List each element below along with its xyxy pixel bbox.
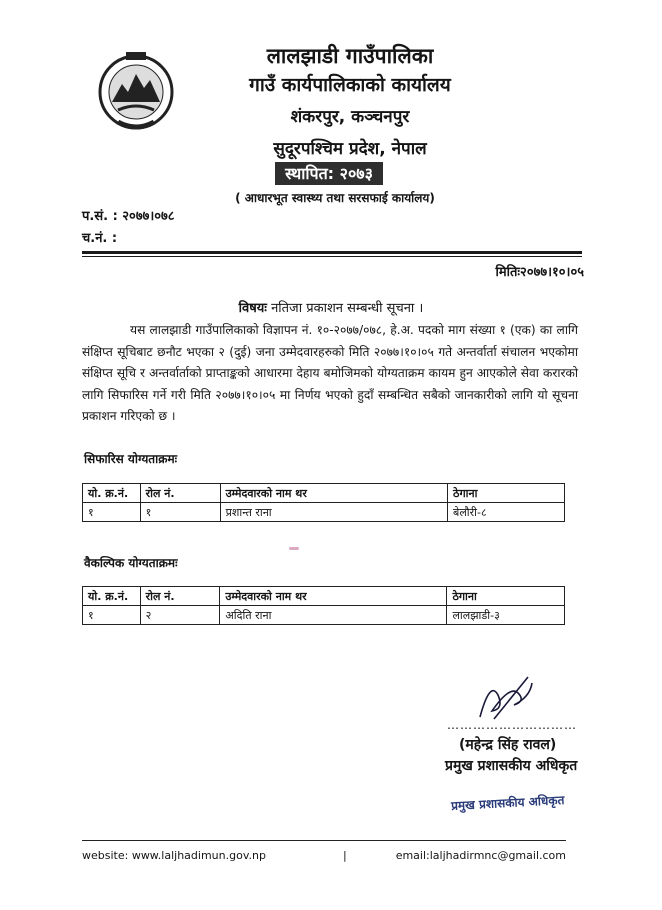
table-header-row bbox=[83, 484, 565, 503]
header-serial: यो. क्र.नं. bbox=[83, 587, 141, 606]
letter-reference-number: प.सं. : २०७७।०७८ bbox=[82, 209, 175, 224]
dispatch-number: च.नं. : bbox=[82, 231, 118, 246]
office-subtitle: ( आधारभूत स्वास्थ्य तथा सरसफाई कार्यालय) bbox=[235, 191, 435, 205]
table-row bbox=[83, 606, 565, 625]
recommended-section-title: सिफारिस योग्यताक्रमः bbox=[84, 452, 178, 466]
cell-serial: १ bbox=[83, 606, 141, 625]
signature-line: ………………………… bbox=[447, 718, 577, 732]
subject-line bbox=[0, 298, 662, 316]
cell-address: लालझाडी-३ bbox=[447, 606, 565, 625]
cell-roll: १ bbox=[140, 503, 220, 522]
header-serial: यो. क्र.नं. bbox=[83, 484, 141, 503]
footer-email: email:laljhadirmnc@gmail.com bbox=[395, 849, 566, 862]
notice-body: यस लालझाडी गाउँपालिकाको विज्ञापन नं. १०-२०७७/०७८, हे.अ. पदको माग संख्या १ (एक) का लागि संक्षिप्त सूचिबाट छनौट भएका २ (दुई) जना उम्मेदवारहरुको मिति २०७७।१०।०५ गते अन्तर्वार्ता संचालन भएकोमा संक्षिप्त सूचि र अन्तर्वार्ताको प्राप्ताङ्कको आधारमा देहाय बमोजिमको योग्यताक्रम कायम हुन आएकोले सेवा करारको लागि सिफारिस गर्ने गरी मिति २०७७।१०।०५ मा निर्णय भएको हुदाँ सम्बन्धित सबैको जानकारीको लागि यो सूचना प्रकाशन गरिएको छ । bbox=[82, 323, 578, 423]
header-name: उम्मेदवारको नाम थर bbox=[220, 484, 447, 503]
header-roll: रोल नं. bbox=[140, 587, 220, 606]
ink-smudge bbox=[289, 547, 299, 550]
letter-date: मितिः२०७७।१०।०५ bbox=[495, 265, 584, 280]
alternate-section-title: वैकल्पिक योग्यताक्रमः bbox=[84, 556, 178, 570]
cell-roll: २ bbox=[140, 606, 220, 625]
header-address: ठेगाना bbox=[448, 484, 565, 503]
footer-website: website: www.laljhadimun.gov.np bbox=[82, 849, 266, 862]
table-row bbox=[83, 503, 565, 522]
footer-divider bbox=[82, 840, 566, 841]
established-badge: स्थापित: २०७३ bbox=[275, 162, 383, 185]
header-roll: रोल नं. bbox=[140, 484, 220, 503]
footer-separator: | bbox=[343, 849, 347, 862]
header-name: उम्मेदवारको नाम थर bbox=[220, 587, 447, 606]
province-line: सुदूरपश्चिम प्रदेश, नेपाल bbox=[273, 139, 427, 159]
signatory-title: प्रमुख प्रशासकीय अधिकृत bbox=[445, 758, 578, 774]
recommended-table bbox=[82, 483, 565, 522]
cell-name: अदिति राना bbox=[220, 606, 447, 625]
address-line: शंकरपुर, कञ्चनपुर bbox=[290, 107, 410, 127]
nepal-emblem-icon bbox=[96, 50, 176, 134]
header-divider-thin bbox=[82, 256, 582, 257]
official-stamp: प्रमुख प्रशासकीय अधिकृत bbox=[450, 793, 565, 813]
cell-address: बेलौरी-८ bbox=[448, 503, 565, 522]
subject-text: नतिजा प्रकाशन सम्बन्धी सूचना । bbox=[271, 301, 424, 316]
municipality-name: लालझाडी गाउँपालिका bbox=[266, 44, 434, 68]
header-divider bbox=[82, 251, 582, 254]
table-header-row bbox=[83, 587, 565, 606]
subject-label: विषयः bbox=[238, 301, 267, 316]
header-address: ठेगाना bbox=[447, 587, 565, 606]
alternate-table bbox=[82, 586, 565, 625]
signatory-name: (महेन्द्र सिंह रावल) bbox=[459, 737, 557, 753]
cell-serial: १ bbox=[83, 503, 141, 522]
cell-name: प्रशान्त राना bbox=[220, 503, 447, 522]
office-name: गाउँ कार्यपालिकाको कार्यालय bbox=[249, 74, 451, 96]
